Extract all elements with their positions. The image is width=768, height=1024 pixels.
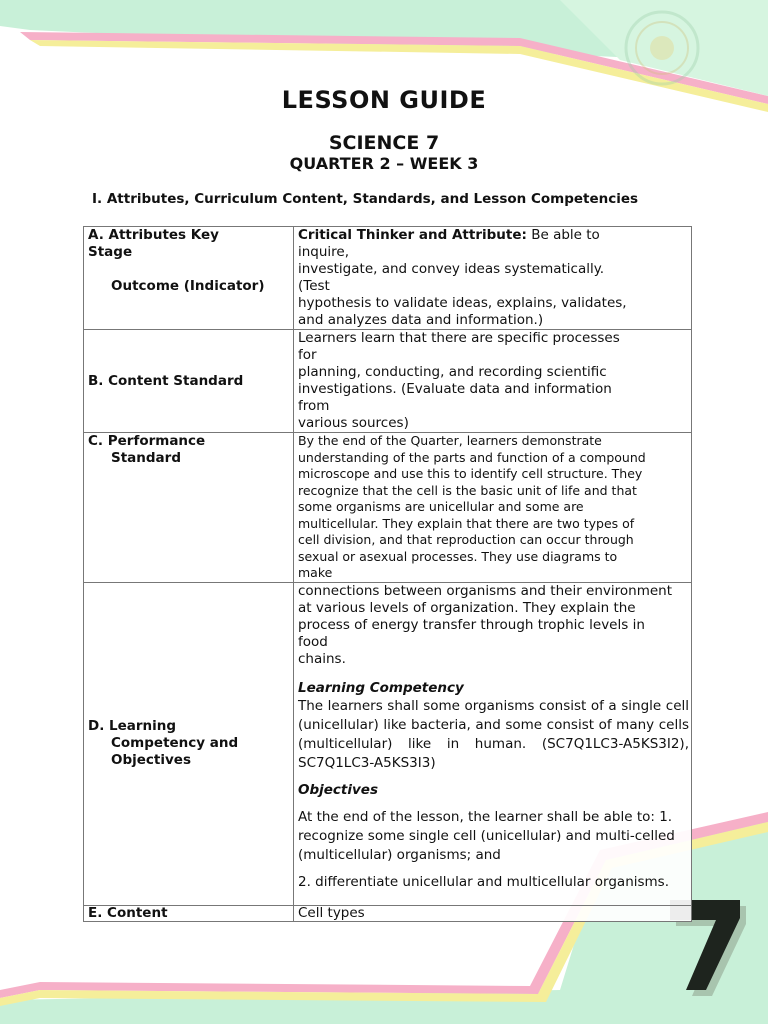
value-content <box>294 905 692 921</box>
continued-line4: food <box>298 633 328 650</box>
value-content-standard <box>294 330 692 433</box>
performance-line9: make <box>298 565 333 580</box>
label-learning-line3: Objectives <box>111 752 191 768</box>
label-content-standard <box>84 330 294 433</box>
performance-line4: recognize that the cell is the basic unit of life and that <box>298 482 637 498</box>
attribute-line4: (Test <box>298 278 330 294</box>
label-performance-standard <box>84 433 294 583</box>
row-content <box>84 905 692 921</box>
learning-competency-text: The learners shall some organisms consist of a single cell (unicellular) like bacteria, and some consist of many cells (multicellular) like in human. (SC7Q1LC3-A5KS3I2), SC7Q1LC3-A5KS3I3) <box>298 697 689 771</box>
attribute-bold: Critical Thinker and Attribute: <box>298 227 527 243</box>
continued-line1: connections between organisms and their environment <box>298 582 673 599</box>
performance-line1: By the end of the Quarter, learners demonstrate <box>298 433 602 448</box>
school-seal-icon <box>626 12 698 84</box>
content-standard-line1: Learners learn that there are specific processes <box>298 330 620 346</box>
label-content-text: E. Content <box>88 904 168 921</box>
competency-table <box>83 226 692 922</box>
attribute-line3: investigate, and convey ideas systematically. <box>298 261 605 277</box>
learning-competency-heading: Learning Competency <box>298 679 464 696</box>
objectives-heading: Objectives <box>298 781 378 798</box>
content-standard-line6: various sources) <box>298 415 409 431</box>
performance-line2: understanding of the parts and function of a compound <box>298 449 646 465</box>
content-standard-line3: planning, conducting, and recording scientific <box>298 364 607 380</box>
label-performance-line1: C. Performance <box>88 433 206 449</box>
label-attributes-line3: Outcome (Indicator) <box>111 278 265 294</box>
performance-line6: multicellular. They explain that there are two types of <box>298 515 635 531</box>
content-value-text: Cell types <box>298 904 365 921</box>
performance-line5: some organisms are unicellular and some are <box>298 499 584 514</box>
label-learning-competency <box>84 582 294 905</box>
row-learning-competency <box>84 582 692 905</box>
label-attributes <box>84 227 294 330</box>
value-attributes <box>294 227 692 330</box>
objectives-intro: At the end of the lesson, the learner shall be able to: 1. recognize some single cell (unicellular) and multi-celled (multicellular) organisms; and <box>298 808 675 863</box>
label-attributes-line2: Stage <box>88 244 133 260</box>
attribute-line5: hypothesis to validate ideas, explains, validates, <box>298 295 627 311</box>
performance-line7: cell division, and that reproduction can occur through <box>298 532 634 547</box>
attribute-line2: inquire, <box>298 244 350 260</box>
label-content-standard-text: B. Content Standard <box>88 372 244 389</box>
label-learning-line1: D. Learning <box>88 718 177 734</box>
continued-line2: at various levels of organization. They explain the <box>298 599 636 616</box>
value-learning-competency <box>294 582 692 905</box>
continued-line3: process of energy transfer through trophic levels in <box>298 616 645 633</box>
row-attributes <box>84 227 692 330</box>
value-performance-standard <box>294 433 692 583</box>
label-content <box>84 905 294 921</box>
row-performance-standard <box>84 433 692 583</box>
section-heading: I. Attributes, Curriculum Content, Standards, and Lesson Competencies <box>92 191 639 207</box>
row-content-standard <box>84 330 692 433</box>
content-standard-line4: investigations. (Evaluate data and information <box>298 381 612 397</box>
subject-title: SCIENCE 7 <box>328 132 440 154</box>
continued-line5: chains. <box>298 650 346 667</box>
lesson-guide-title: LESSON GUIDE <box>281 86 487 114</box>
quarter-week-title: QUARTER 2 – WEEK 3 <box>289 154 479 173</box>
objective-2: 2. differentiate unicellular and multicellular organisms. <box>298 873 670 890</box>
attribute-line6: and analyzes data and information.) <box>298 312 544 328</box>
attribute-line1: Be able to <box>526 227 600 243</box>
content-standard-line5: from <box>298 398 330 414</box>
label-learning-line2: Competency and <box>111 735 239 751</box>
label-performance-line2: Standard <box>111 450 181 466</box>
performance-line3: microscope and use this to identify cell structure. They <box>298 466 643 481</box>
label-attributes-line1: A. Attributes Key <box>88 227 219 243</box>
content-standard-line2: for <box>298 347 317 363</box>
performance-line8: sexual or asexual processes. They use diagrams to <box>298 548 618 564</box>
